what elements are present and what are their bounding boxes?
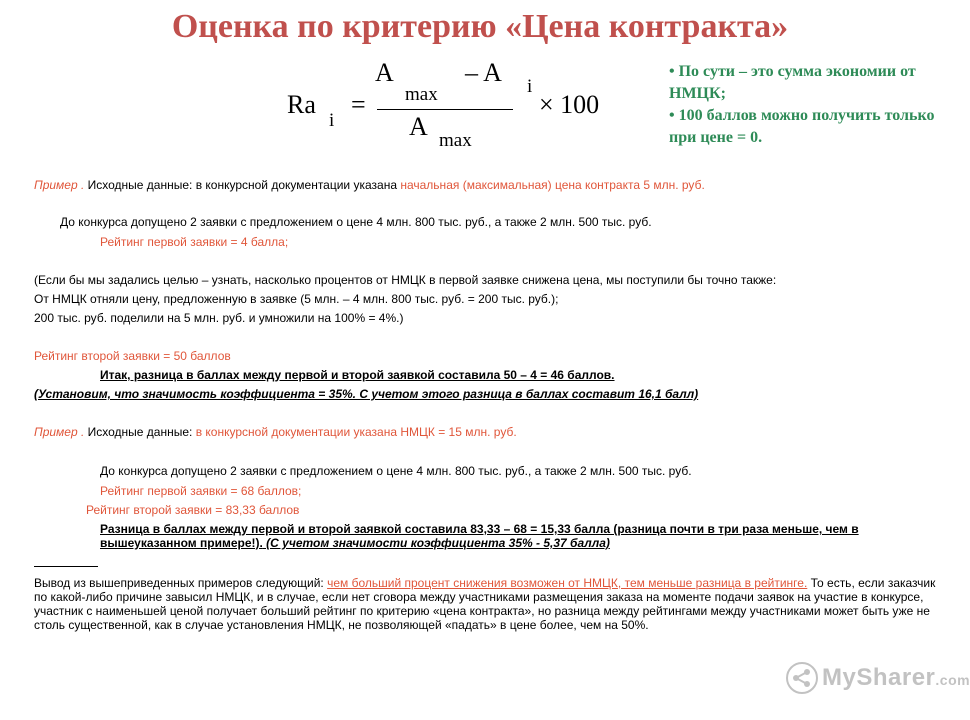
watermark-brand: MySharer <box>822 664 936 691</box>
slide-title: Оценка по критерию «Цена контракта» <box>171 8 789 45</box>
formula-numerator-minus: – A <box>465 58 502 87</box>
formula-multiplier: × 100 <box>539 90 600 119</box>
example1-text: Исходные данные: в конкурсной документации указана <box>84 178 401 192</box>
example1-difference: Итак, разница в баллах между первой и второй заявкой составила 50 – 4 = 46 баллов. <box>100 368 615 382</box>
example1-coefficient: (Установим, что значимость коэффициента = 35%. С учетом этого разница в баллах составит 16,1 балл) <box>34 387 699 401</box>
example2-difference-coefficient: (С учетом значимости коэффициента 35% - 5,37 балла) <box>262 536 610 550</box>
example1-paragraph-2: От НМЦК отняли цену, предложенную в заявке (5 млн. – 4 млн. 800 тыс. руб. = 200 тыс. руб.); <box>34 292 559 306</box>
example2-highlight: в конкурсной документации указана НМЦК = 15 млн. руб. <box>195 425 517 439</box>
example2-difference <box>100 522 946 550</box>
example1-label: Пример . <box>34 178 85 192</box>
example1-header <box>34 178 705 192</box>
watermark-suffix: .com <box>935 672 970 688</box>
example2-text: Исходные данные: <box>84 425 196 439</box>
example2-difference-text: Разница в баллах между первой и второй заявкой составила 83,33 – 68 = 15,33 балла (разница почти в три раза меньше, чем в вышеуказанном примере!). <box>100 522 859 550</box>
price-formula <box>285 56 615 156</box>
formula-lhs-index: i <box>329 110 335 131</box>
conclusion-lead: Вывод из вышеприведенных примеров следующий: <box>34 576 328 590</box>
example2-label: Пример . <box>34 425 85 439</box>
formula-note <box>669 61 959 149</box>
watermark-logo <box>786 662 970 694</box>
formula-denominator-a: A <box>409 112 428 141</box>
formula-fraction-bar <box>377 109 513 110</box>
conclusion-rest: То есть, если заказчик по какой-либо причине завысил НМЦК, и в случае, если нет сговора между участниками размещения заказа на моменте подачи заявок на участие в конкурсе, участник с наименьшей ценой получает больший рейтинг по критерию «цена контракта», но разница между рейтингами между участниками может быть уже не столь существенной, как в случае установления НМЦК, не позволяющей «падать» в цене более, чем на 50%. <box>34 576 936 632</box>
example1-paragraph-3: 200 тыс. руб. поделили на 5 млн. руб. и умножили на 100% = 4%.) <box>34 311 404 325</box>
watermark-share-icon <box>786 662 818 694</box>
example1-bids: До конкурса допущено 2 заявки с предложением о цене 4 млн. 800 тыс. руб., а также 2 млн. 500 тыс. руб. <box>60 215 652 229</box>
example1-paragraph-1: (Если бы мы задались целью – узнать, насколько процентов от НМЦК в первой заявке снижена цена, мы поступили бы точно также: <box>34 273 777 287</box>
example2-header <box>34 425 517 439</box>
note-bullet-max-score: • 100 баллов можно получить только при цене = 0. <box>669 107 935 146</box>
note-bullet-savings: • По сути – это сумма экономии от НМЦК; <box>669 63 916 102</box>
formula-equals: = <box>351 90 366 119</box>
example2-rating-second: Рейтинг второй заявки = 83,33 баллов <box>86 503 300 517</box>
formula-numerator-minus-sub: i <box>527 76 533 97</box>
example1-rating-second: Рейтинг второй заявки = 50 баллов <box>34 349 231 363</box>
formula-denominator-a-sub: max <box>439 130 472 151</box>
watermark-text <box>822 664 970 692</box>
example2-bids: До конкурса допущено 2 заявки с предложением о цене 4 млн. 800 тыс. руб., а также 2 млн. 500 тыс. руб. <box>100 464 692 478</box>
example1-highlight: начальная (максимальная) цена контракта 5 млн. руб. <box>400 178 705 192</box>
separator-line <box>34 566 98 567</box>
conclusion <box>34 576 944 632</box>
conclusion-highlight: чем больший процент снижения возможен от НМЦК, тем меньше разница в рейтинге. <box>327 576 808 590</box>
example2-rating-first: Рейтинг первой заявки = 68 баллов; <box>100 484 302 498</box>
formula-numerator-a: A <box>375 58 394 87</box>
formula-numerator-a-sub: max <box>405 84 438 105</box>
formula-lhs-symbol: Ra <box>287 90 316 119</box>
example1-rating-first: Рейтинг первой заявки = 4 балла; <box>100 235 289 249</box>
